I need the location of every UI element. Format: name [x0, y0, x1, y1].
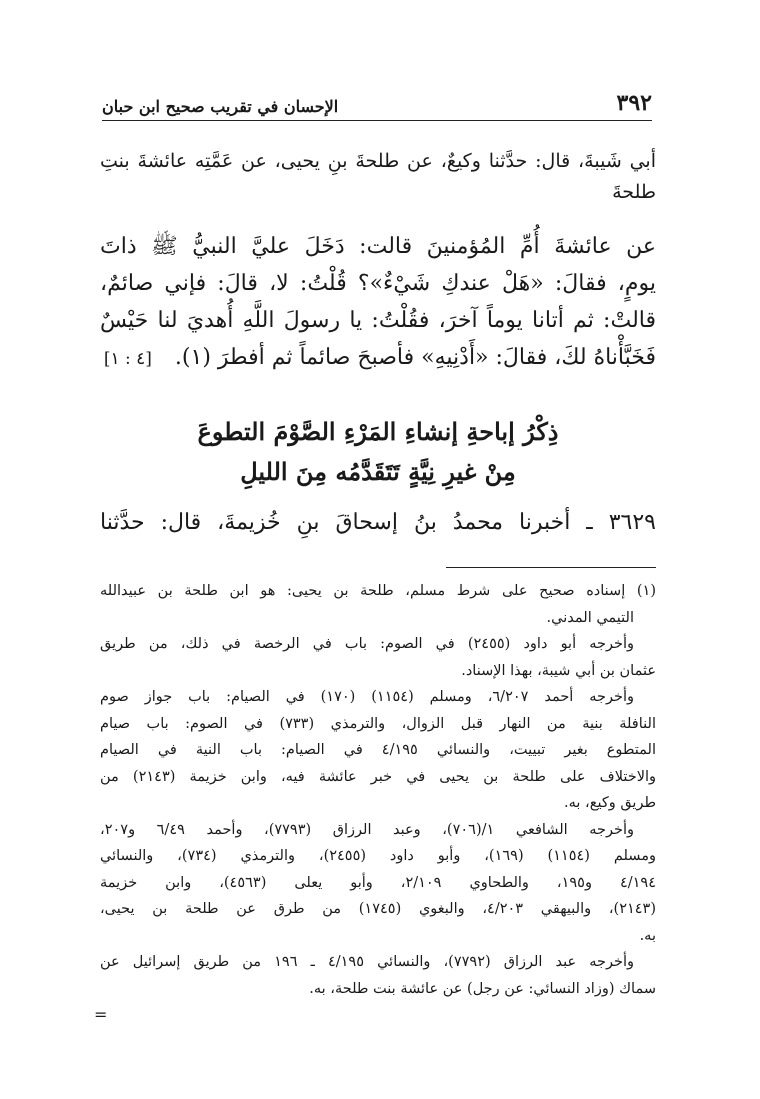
page-number: ٣٩٢ [616, 90, 652, 116]
footnote-line: ٤/١٩٤ و١٩٥، والطحاوي ٢/١٠٩، وأبو يعلى (٤٥٦٣)، وابن خزيمة [100, 874, 656, 891]
footnote-line: طريق وكيع، به. [564, 795, 656, 811]
hadith-last-line: فَخَبَّأْناهُ لكَ، فقالَ: «أَدْنِيهِ» فأصبحَ صائماً ثم أفطرَ (١). [174, 345, 656, 370]
chapter-heading [100, 412, 656, 492]
footnote-line: عثمان بن أبي شيبة، بهذا الإسناد. [461, 662, 656, 679]
hadith-text [100, 228, 656, 378]
hadith-reference: [٤ : ١] [103, 349, 152, 369]
footnote-line: به. [639, 927, 656, 944]
heading-line: مِنْ غيرِ نِيَّةٍ تَتَقَدَّمُه مِنَ الليلِ [240, 457, 516, 486]
footnote-line: (٢١٤٣)، والبيهقي ٤/٢٠٣، والبغوي (١٧٤٥) من طرق عن طلحة بن يحيى، [100, 901, 657, 917]
text-line: عن عائشةَ أُمِّ المُؤمنينَ قالت: دَخَلَ عليَّ النبيُّ ﷺ ذاتَ [100, 234, 656, 259]
footnote-line: التيمي المدني. [546, 609, 634, 626]
footnote-line: والاختلاف على طلحة بن يحيى في خبر عائشة فيه، وابن خزيمة (٢١٤٣) من [100, 768, 656, 785]
running-title: الإحسان في تقريب صحيح ابن حبان [102, 97, 339, 116]
text-line: طلحةَ [612, 181, 656, 203]
footnote-line: النافلة بنية من النهار قبل الزوال، والترمذي (٧٣٣) في الصوم: باب صيام [100, 715, 656, 732]
footnote-separator [446, 567, 656, 568]
text-line: قالتْ: ثم أتانا يوماً آخرَ، فقُلْتُ: يا رسولَ اللَّهِ أُهديَ لنا حَيْسٌ [100, 308, 656, 333]
intro-paragraph [100, 146, 656, 208]
text-line: ٣٦٢٩ ـ أخبرنا محمدُ بنُ إسحاقَ بنِ خُزيمةَ، قال: حدَّثنا [100, 510, 656, 535]
heading-line: ذِكْرُ إباحةِ إنشاءِ المَرْءِ الصَّوْمَ التطوعَ [197, 417, 559, 446]
footnote-line: المتطوع بغير تبييت، والنسائي ٤/١٩٥ في الصيام: باب النية في الصيام [100, 742, 657, 758]
footnote-line: وأخرجه عبد الرزاق (٧٧٩٢)، والنسائي ٤/١٩٥ ـ ١٩٦ من طريق إسرائيل عن [100, 954, 635, 970]
text-line: أبي شَيبةَ، قال: حدَّثنا وكيعٌ، عن طلحةَ بنِ يحيى، عن عَمَّتِه عائشةَ بنتِ [100, 150, 656, 172]
footnote-line: ومسلم (١١٥٤) (١٦٩)، وأبو داود (٢٤٥٥)، والترمذي (٧٣٤)، والنسائي [100, 848, 656, 864]
text-line [100, 339, 656, 378]
footnotes [100, 578, 656, 1002]
text-line: يومٍ، فقالَ: «هَلْ عندكِ شَيْءٌ»؟ قُلْتُ: لا، قالَ: فإني صائمٌ، [100, 271, 656, 296]
continuation-mark: = [94, 1005, 108, 1024]
page-header [102, 86, 652, 121]
footnote-line: وأخرجه أحمد ٦/٢٠٧، ومسلم (١١٥٤) (١٧٠) في الصيام: باب جواز صوم [100, 689, 634, 705]
next-hadith [100, 504, 656, 541]
footnote-line: وأخرجه الشافعي ١/(٧٠٦)، وعبد الرزاق (٧٧٩٣)، وأحمد ٦/٤٩ و٢٠٧، [100, 821, 634, 838]
footnote-line: سماك (وزاد النسائي: عن رجل) عن عائشة بنت طلحة، به. [309, 980, 656, 997]
footnote-line: (١) إسناده صحيح على شرط مسلم، طلحة بن يحيى: هو ابن طلحة بن عبيدالله [100, 583, 656, 599]
footnote-line: وأخرجه أبو داود (٢٤٥٥) في الصوم: باب في الرخصة في ذلك، من طريق [100, 636, 634, 652]
